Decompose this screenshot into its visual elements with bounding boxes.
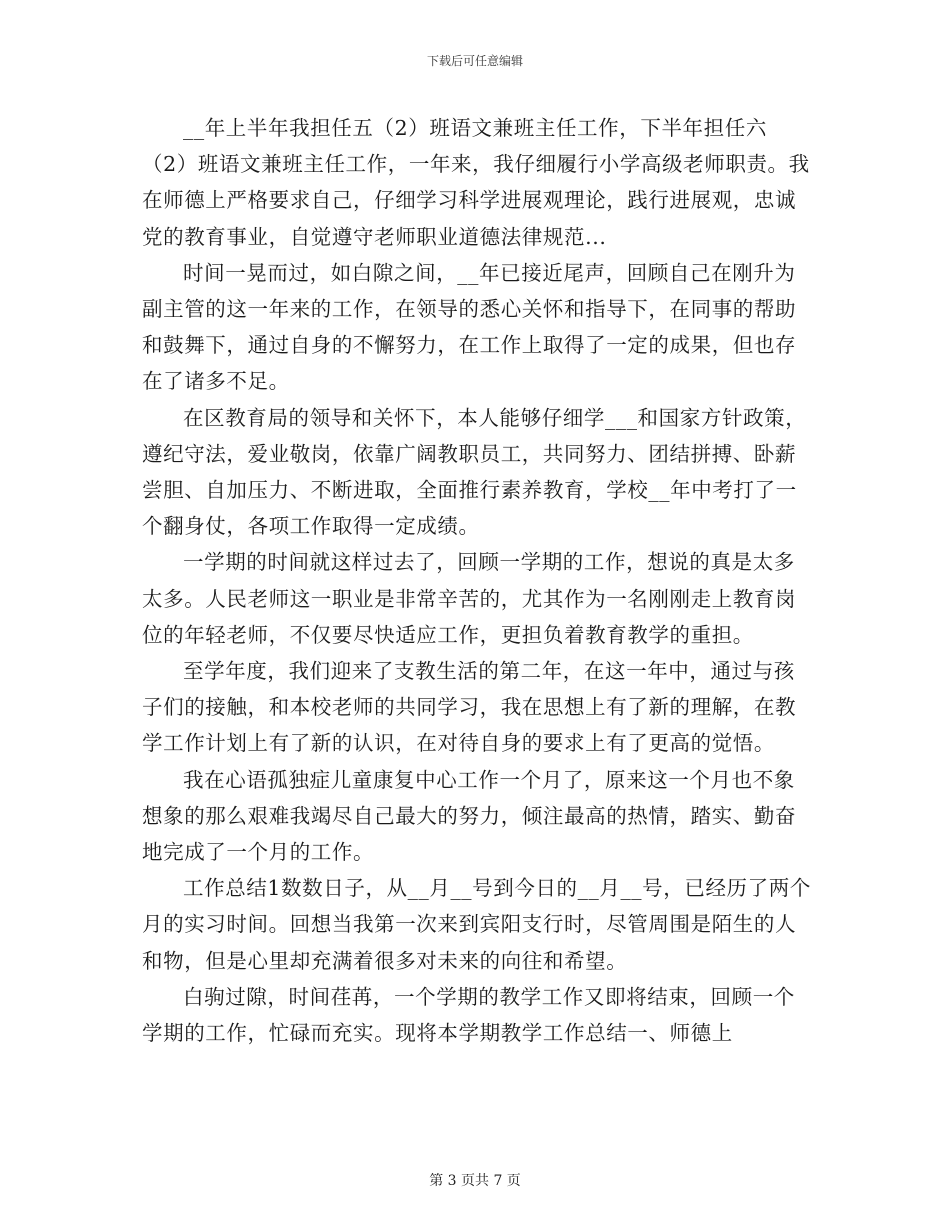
- paragraph-3: 在区教育局的领导和关怀下，本人能够仔细学___和国家方针政策，遵纪守法，爱业敬岗，依靠广阔教职员工，共同努力、团结拼搏、卧薪尝胆、自加压力、不断进取，全面推行素养教育，学校__年中考打了一个翻身仗，各项工作取得一定成绩。: [142, 405, 807, 539]
- document-body: [142, 110, 812, 1051]
- paragraph-5: 至学年度，我们迎来了支教生活的第二年，在这一年中，通过与孩子们的接触，和本校老师的共同学习，我在思想上有了新的理解，在教学工作计划上有了新的认识，在对待自身的要求上有了更高的觉悟。: [142, 659, 797, 756]
- paragraph-7: 工作总结1数数日子，从__月__号到今日的__月__号，已经历了两个月的实习时间。回想当我第一次来到宾阳支行时，尽管周围是陌生的人和物，但是心里却充满着很多对未来的向往和希望。: [142, 876, 811, 973]
- paragraph-1: __年上半年我担任五（2）班语文兼班主任工作，下半年担任六（2）班语文兼班主任工作，一年来，我仔细履行小学高级老师职责。我在师德上严格要求自己，仔细学习科学进展观理论，践行进展观，忠诚党的教育事业，自觉遵守老师职业道德法律规范...: [142, 116, 810, 249]
- paragraph-2: 时间一晃而过，如白隙之间，__年已接近尾声，回顾自己在刚升为副主管的这一年来的工作，在领导的悉心关怀和指导下，在同事的帮助和鼓舞下，通过自身的不懈努力，在工作上取得了一定的成果，但也存在了诸多不足。: [142, 260, 797, 394]
- page-footer: 第 3 页共 7 页: [429, 1173, 521, 1189]
- paragraph-8: 白驹过隙，时间荏苒，一个学期的教学工作又即将结束，回顾一个学期的工作，忙碌而充实。现将本学期教学工作总结一、师德上: [142, 984, 795, 1046]
- page-header: 下载后可任意编辑: [426, 54, 523, 68]
- paragraph-4: 一学期的时间就这样过去了，回顾一学期的工作，想说的真是太多太多。人民老师这一职业是非常辛苦的，尤其作为一名刚刚走上教育岗位的年轻老师，不仅要尽快适应工作，更担负着教育教学的重担。: [142, 550, 797, 647]
- paragraph-6: 我在心语孤独症儿童康复中心工作一个月了，原来这一个月也不象想象的那么艰难我竭尽自己最大的努力，倾注最高的热情，踏实、勤奋地完成了一个月的工作。: [142, 767, 797, 865]
